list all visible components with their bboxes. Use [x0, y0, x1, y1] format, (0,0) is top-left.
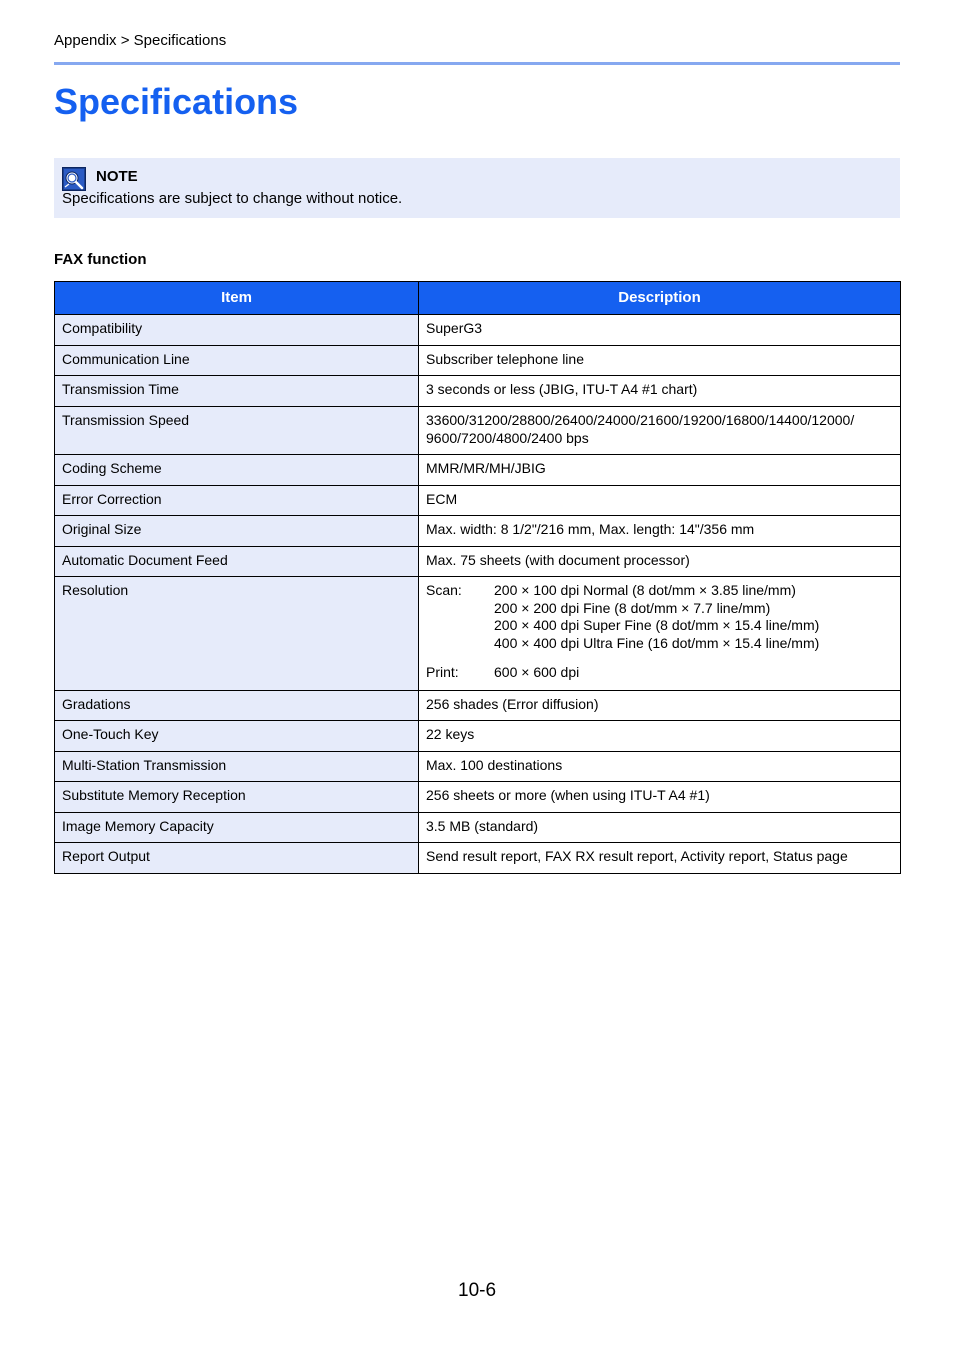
- table-row: [55, 752, 901, 782]
- row-description: 3 seconds or less (JBIG, ITU-T A4 #1 chart): [419, 376, 901, 407]
- row-item: Report Output: [55, 843, 419, 874]
- print-label: Print:: [426, 664, 459, 680]
- scan-value: 200 × 200 dpi Fine (8 dot/mm × 7.7 line/mm): [494, 599, 771, 616]
- column-header-description: Description: [419, 282, 901, 315]
- table-row: [55, 376, 901, 407]
- row-item: Automatic Document Feed: [55, 547, 419, 577]
- note-icon: [62, 167, 86, 191]
- row-item: Substitute Memory Reception: [55, 782, 419, 813]
- breadcrumb: Appendix > Specifications: [54, 32, 227, 49]
- row-description: Max. 100 destinations: [419, 752, 901, 782]
- scan-label: Scan:: [426, 582, 462, 598]
- table-row: [55, 843, 901, 874]
- row-description: Subscriber telephone line: [419, 346, 901, 376]
- row-description: 256 sheets or more (when using ITU-T A4 #1): [419, 782, 901, 813]
- scan-value: 200 × 100 dpi Normal (8 dot/mm × 3.85 line/mm): [494, 582, 796, 598]
- row-description: 256 shades (Error diffusion): [419, 691, 901, 721]
- table-row: [55, 813, 901, 843]
- table-row: [55, 577, 901, 691]
- row-description: ECM: [419, 486, 901, 516]
- row-item: Communication Line: [55, 346, 419, 376]
- scan-values: [494, 582, 893, 652]
- table-row: [55, 721, 901, 752]
- row-description: [419, 577, 901, 691]
- row-description: Send result report, FAX RX result report, Activity report, Status page: [419, 843, 901, 874]
- table-row: [55, 346, 901, 376]
- fax-spec-table: [54, 281, 901, 874]
- note-box: [54, 158, 900, 218]
- row-description: [419, 407, 901, 455]
- row-item: Compatibility: [55, 315, 419, 346]
- table-row: [55, 315, 901, 346]
- print-block: [426, 664, 893, 682]
- description-line: 33600/31200/28800/26400/24000/21600/19200/16800/14400/12000/: [426, 412, 855, 428]
- row-description: 3.5 MB (standard): [419, 813, 901, 843]
- row-item: Error Correction: [55, 486, 419, 516]
- row-item: Original Size: [55, 516, 419, 547]
- scan-block: [426, 582, 893, 652]
- row-item: One-Touch Key: [55, 721, 419, 752]
- scan-value: 200 × 400 dpi Super Fine (8 dot/mm × 15.4 line/mm): [494, 617, 820, 633]
- scan-value: 400 × 400 dpi Ultra Fine (16 dot/mm × 15.4 line/mm): [494, 634, 820, 651]
- table-header-row: [55, 282, 901, 315]
- note-label: NOTE: [96, 168, 138, 185]
- row-item: Transmission Speed: [55, 407, 419, 455]
- row-item: Image Memory Capacity: [55, 813, 419, 843]
- section-title: FAX function: [54, 251, 147, 268]
- table-row: [55, 782, 901, 813]
- table-row: [55, 407, 901, 455]
- header-rule: [54, 62, 900, 65]
- row-description: 22 keys: [419, 721, 901, 752]
- row-item: Resolution: [55, 577, 419, 691]
- table-row: [55, 691, 901, 721]
- page-number: 10-6: [458, 1280, 497, 1301]
- note-text: Specifications are subject to change without notice.: [62, 190, 403, 207]
- print-value: 600 × 600 dpi: [494, 664, 580, 680]
- row-description: SuperG3: [419, 315, 901, 346]
- table-row: [55, 516, 901, 547]
- column-header-item: Item: [55, 282, 419, 315]
- table-row: [55, 547, 901, 577]
- row-description: MMR/MR/MH/JBIG: [419, 455, 901, 486]
- page-title: Specifications: [54, 81, 299, 122]
- row-description: Max. 75 sheets (with document processor): [419, 547, 901, 577]
- table-row: [55, 486, 901, 516]
- row-item: Multi-Station Transmission: [55, 752, 419, 782]
- row-item: Coding Scheme: [55, 455, 419, 486]
- row-description: Max. width: 8 1/2"/216 mm, Max. length: 14"/356 mm: [419, 516, 901, 547]
- table-row: [55, 455, 901, 486]
- row-item: Gradations: [55, 691, 419, 721]
- row-item: Transmission Time: [55, 376, 419, 407]
- description-line: 9600/7200/4800/2400 bps: [426, 429, 589, 446]
